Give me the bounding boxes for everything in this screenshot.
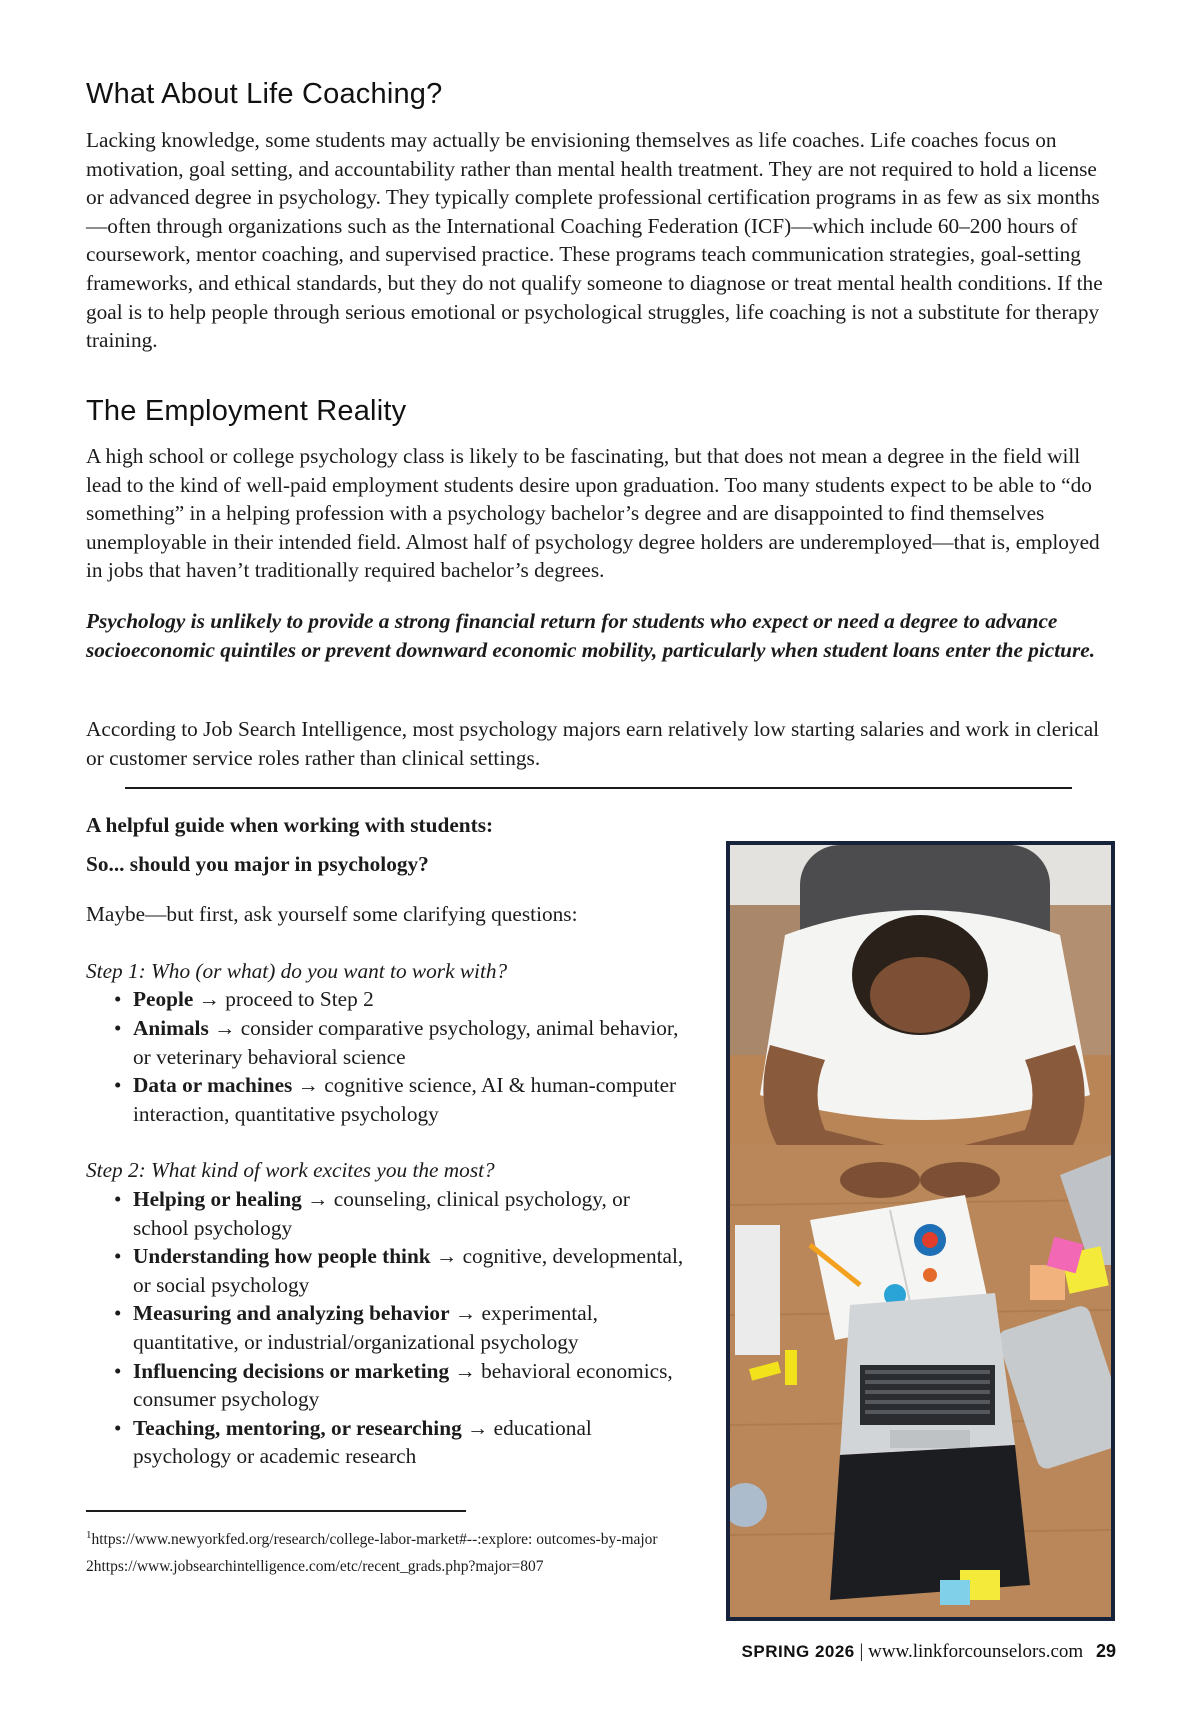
section-divider — [125, 787, 1072, 789]
footer-site: www.linkforcounselors.com — [868, 1641, 1084, 1662]
page-number: 29 — [1095, 1641, 1116, 1661]
item-term: Understanding how people think — [133, 1244, 431, 1269]
item-term: People — [133, 987, 194, 1012]
item-desc: → cognitive, developmental, or social psychology — [133, 1244, 684, 1297]
item-term: Data or machines — [133, 1073, 293, 1098]
list-item — [86, 1242, 686, 1299]
emphasis-paragraph: Psychology is unlikely to provide a strong financial return for students who expect or need a degree to advance socioeconomic quintiles or prevent downward economic mobility, particularly when student loans enter the picture. — [86, 609, 1096, 662]
step2-label: Step 2: What kind of work excites you the most? — [86, 1158, 495, 1183]
step1-label: Step 1: Who (or what) do you want to work with? — [86, 958, 508, 983]
guide-intro: Maybe—but first, ask yourself some clarifying questions: — [86, 902, 578, 927]
list-item — [86, 1185, 686, 1242]
footnote-mark: 1 — [86, 1529, 92, 1541]
footer-separator: | — [859, 1641, 864, 1662]
item-term: Helping or healing — [133, 1186, 302, 1211]
footnote-text: https://www.newyorkfed.org/research/college-labor-market#--:explore: outcomes-by-major — [91, 1531, 658, 1548]
list-item — [86, 1299, 686, 1356]
student-photo-illustration — [730, 845, 1111, 1617]
guide-subtitle: So... should you major in psychology? — [86, 851, 429, 876]
footnote-text: https://www.jobsearchintelligence.com/etc/recent_grads.php?major=807 — [93, 1558, 544, 1575]
item-term: Measuring and analyzing behavior — [133, 1301, 450, 1326]
section-heading-life-coaching: What About Life Coaching? — [86, 78, 443, 110]
footnote-1 — [86, 1522, 686, 1553]
guide-title: A helpful guide when working with students: — [86, 813, 494, 837]
footnotes — [86, 1522, 686, 1580]
list-item — [86, 1414, 686, 1471]
footer-season: SPRING 2026 — [741, 1642, 855, 1661]
item-term: Influencing decisions or marketing — [133, 1358, 450, 1383]
footnote-2 — [86, 1553, 686, 1580]
step1-list — [86, 985, 686, 1128]
item-term: Teaching, mentoring, or researching — [133, 1415, 462, 1440]
item-desc: → counseling, clinical psychology, or school psychology — [133, 1186, 630, 1240]
footnote-divider — [86, 1510, 466, 1512]
item-desc: → consider comparative psychology, animal behavior, or veterinary behavioral science — [133, 1015, 679, 1069]
section-heading-employment-reality: The Employment Reality — [86, 395, 407, 427]
step2-list — [86, 1185, 686, 1471]
list-item — [86, 1071, 686, 1128]
item-desc: → educational psychology or academic research — [133, 1415, 592, 1469]
psychology-guide — [86, 811, 686, 1471]
item-desc: → behavioral economics, consumer psychology — [133, 1358, 673, 1412]
footnote-mark: 2 — [86, 1558, 94, 1575]
item-desc: → cognitive science, AI & human-computer interaction, quantitative psychology — [133, 1073, 677, 1126]
list-item — [86, 1357, 686, 1414]
job-search-paragraph: According to Job Search Intelligence, most psychology majors earn relatively low starting salaries and work in clerical or customer service roles rather than clinical settings. — [86, 717, 1100, 770]
life-coaching-paragraph: Lacking knowledge, some students may actually be envisioning themselves as life coaches. Life coaches focus on motivation, goal setting, and accountability rather than mental health treatment. They are not required to hold a license or advanced degree in psychology. They typically complete professional certification programs in as few as six months—often through organizations such as the International Coaching Federation (ICF)—which include 60–200 hours of coursework, mentor coaching, and supervised practice. These programs teach communication strategies, goal-setting frameworks, and ethical standards, but they do not qualify someone to diagnose or treat mental health conditions. If the goal is to help people through serious emotional or psychological struggles, life coaching is not a substitute for therapy training. — [86, 128, 1103, 353]
student-studying-photo — [726, 841, 1115, 1621]
page-footer — [742, 1641, 1116, 1663]
item-term: Animals — [133, 1015, 209, 1040]
item-desc: → proceed to Step 2 — [198, 987, 374, 1012]
list-item — [86, 985, 686, 1014]
list-item — [86, 1014, 686, 1071]
employment-paragraph: A high school or college psychology class is likely to be fascinating, but that does not mean a degree in the field will lead to the kind of well-paid employment students desire upon graduation. Too many students expect to be able to “do something” in a helping profession with a psychology bachelor’s degree and are disappointed to find themselves unemployable in their intended field. Almost half of psychology degree holders are underemployed—that is, employed in jobs that haven’t traditionally required bachelor’s degrees. — [86, 444, 1100, 583]
item-desc: → experimental, quantitative, or industrial/organizational psychology — [133, 1301, 598, 1354]
